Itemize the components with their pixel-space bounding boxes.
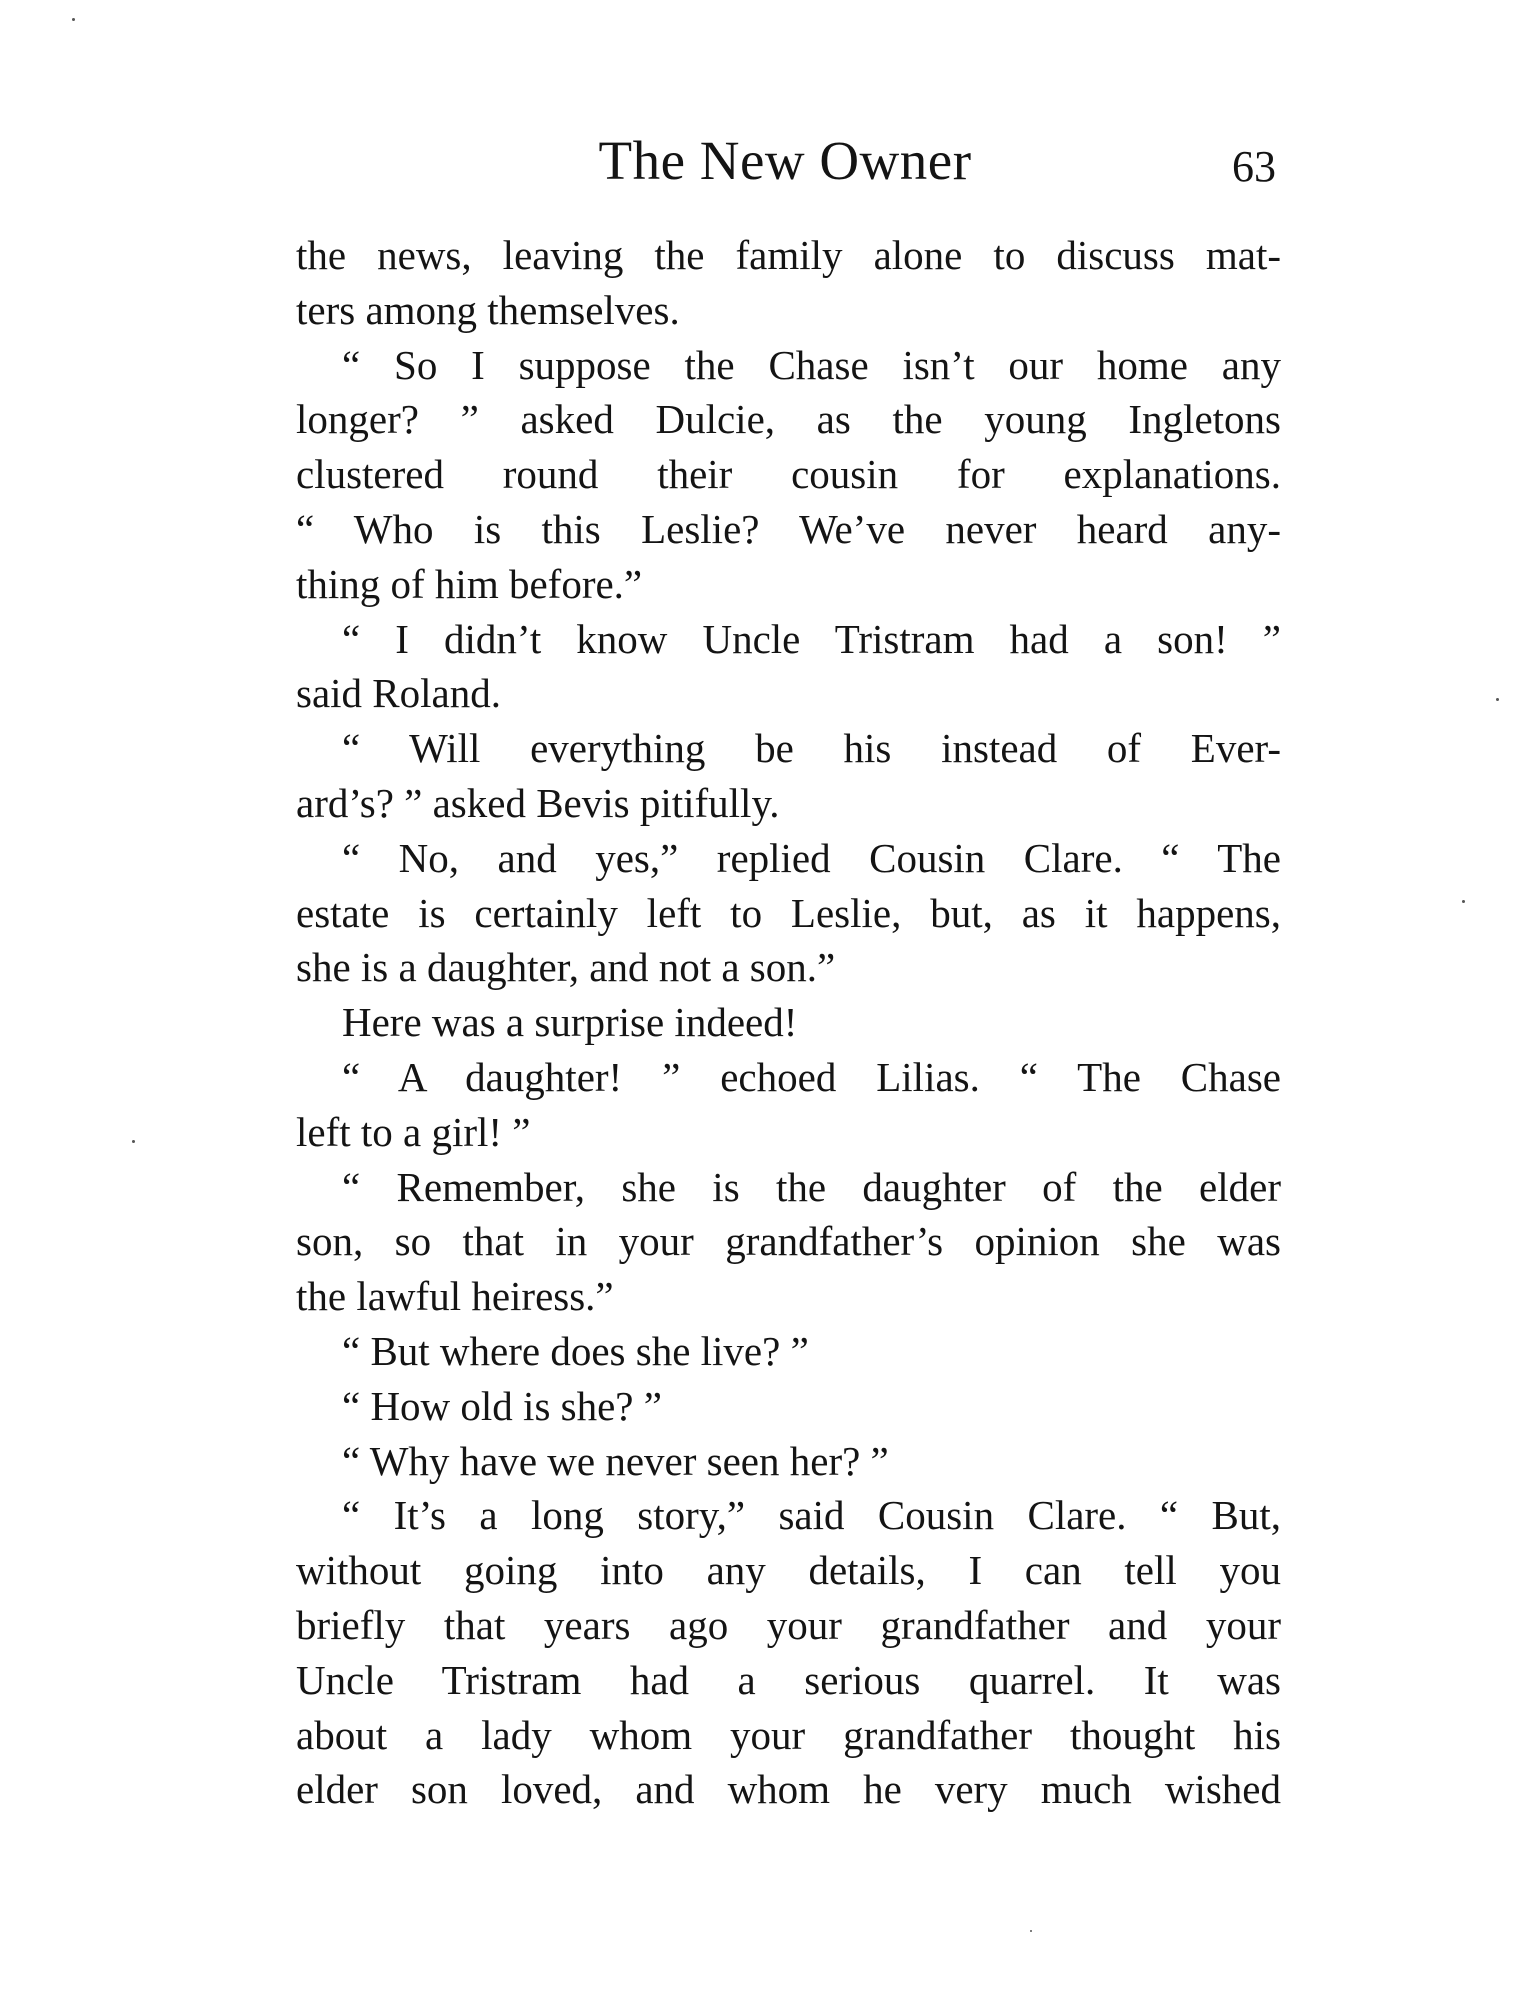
text-line: “ Will everything be his instead of Ever- [342,725,1281,772]
text-line: estate is certainly left to Leslie, but, as it happens, [296,889,1281,936]
text-line: ters among themselves. [296,286,680,333]
text-line: elder son loved, and whom he very much wished [296,1766,1281,1813]
text-line: son, so that in your grandfather’s opinion she was [296,1218,1281,1265]
text-line: “ Why have we never seen her? ” [342,1437,889,1484]
text-line: “ I didn’t know Uncle Tristram had a son! ” [342,615,1281,662]
text-line: left to a girl! ” [296,1108,531,1155]
text-line: without going into any details, I can tell you [296,1547,1281,1594]
text-line: she is a daughter, and not a son.” [296,944,836,991]
text-line: the news, leaving the family alone to discuss mat- [296,232,1281,278]
paper-speck [72,18,75,21]
text-line: thing of him before.” [296,560,643,607]
page-number: 63 [1232,142,1276,191]
text-line: briefly that years ago your grandfather and your [296,1601,1281,1648]
text-line: “ But where does she live? ” [342,1327,809,1374]
text-line: “ How old is she? ” [342,1382,662,1429]
text-line: Here was a surprise indeed! [342,999,798,1046]
text-line: “ No, and yes,” replied Cousin Clare. “ The [342,834,1281,881]
text-line: said Roland. [296,670,501,717]
body-text [296,228,1281,1817]
text-line: “ It’s a long story,” said Cousin Clare. “ But, [342,1492,1281,1539]
text-line: longer? ” asked Dulcie, as the young Ingletons [296,396,1281,443]
text-line: ard’s? ” asked Bevis pitifully. [296,779,780,826]
paper-speck [1462,900,1465,903]
text-line: clustered round their cousin for explanations. [296,451,1281,498]
text-line: the lawful heiress.” [296,1273,614,1320]
text-line: “ Who is this Leslie? We’ve never heard any- [296,505,1281,552]
text-line: Uncle Tristram had a serious quarrel. It was [296,1656,1281,1703]
running-title: The New Owner [598,130,972,191]
paper-speck [132,1140,135,1143]
text-line: “ So I suppose the Chase isn’t our home any [342,341,1281,388]
paper-speck [1496,698,1499,701]
text-line: about a lady whom your grandfather thought his [296,1711,1281,1758]
paper-speck [1030,1930,1032,1932]
page-header [290,126,1280,196]
text-line: “ A daughter! ” echoed Lilias. “ The Chase [342,1053,1281,1100]
text-line: “ Remember, she is the daughter of the elder [342,1163,1281,1210]
